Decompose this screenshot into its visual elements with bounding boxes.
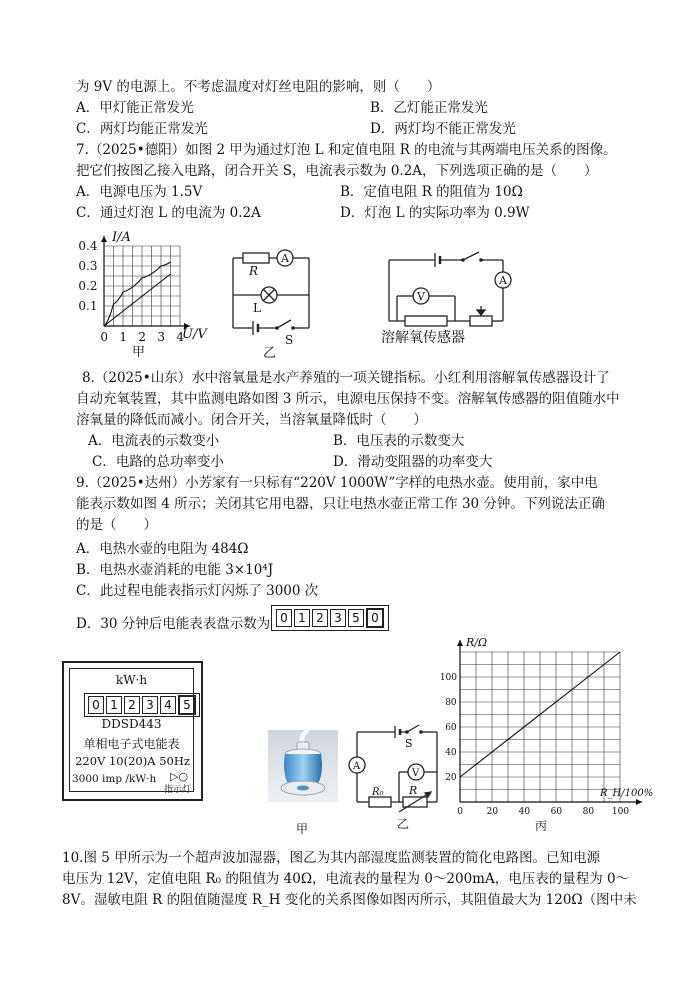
fig5-r-rh-chart (440, 632, 655, 837)
q7-option-c[interactable]: C．通过灯泡 L 的电流为 0.2A (76, 205, 261, 221)
answer-digit: 1 (294, 609, 310, 627)
indicator-light-label: 指示灯 (164, 785, 192, 795)
q9-option-c[interactable]: C．此过程电能表指示灯闪烁了 3000 次 (76, 583, 319, 599)
q6-option-a[interactable]: A．甲灯能正常发光 (76, 100, 194, 116)
q7-stem-line2: 把它们按图乙接入电路，闭合开关 S，电流表示数为 0.2A，下列选项正确的是（ ） (76, 163, 598, 179)
r0-label: R₀ (372, 787, 384, 798)
x-tick-label: 40 (518, 807, 531, 817)
q8-option-d[interactable]: D．滑动变阻器的功率变大 (333, 454, 493, 470)
x-tick-label: 1 (119, 330, 128, 344)
meter-imp-constant: 3000 imp /kW·h (72, 773, 157, 785)
figure-caption-jia: 甲 (296, 822, 309, 836)
figure-caption-yi: 乙 (397, 817, 410, 831)
figure-caption-yi: 乙 (263, 346, 277, 361)
x-tick-label: 4 (176, 330, 185, 344)
fig2-iu-chart (70, 228, 207, 363)
q10-stem-line3: 8V。湿敏电阻 R 的阻值随湿度 R_H 变化的关系图像如图丙所示，其阻值最大为 120Ω（图中未 (62, 892, 637, 908)
x-tick-label: 3 (157, 330, 166, 344)
figure-caption-jia: 甲 (132, 345, 146, 360)
y-axis-label: I/A (112, 230, 131, 245)
switch-label: S (405, 737, 413, 750)
q6-option-d[interactable]: D．两灯均不能正常发光 (370, 121, 516, 137)
y-axis-arrow (101, 236, 107, 242)
meter-digit-decimal: 5 (178, 695, 196, 715)
meter-digit: 1 (106, 696, 122, 714)
q6-stem-tail: 为 9V 的电源上。不考虑温度对灯丝电阻的影响，则（ ） (76, 79, 441, 95)
q7-option-b[interactable]: B．定值电阻 R 的阻值为 10Ω (340, 184, 523, 200)
x-tick-label: 2 (138, 330, 147, 344)
meter-digit: 2 (124, 696, 140, 714)
meter-digit: 4 (160, 696, 176, 714)
y-tick-label: 60 (445, 723, 457, 734)
q6-option-b[interactable]: B．乙灯能正常发光 (370, 100, 488, 116)
q8-stem-line1: 8.（2025•山东）水中溶氧量是水产养殖的一项关键指标。小红利用溶解氧传感器设计了 (82, 370, 610, 386)
sensor-label: 溶解氧传感器 (381, 330, 465, 346)
meter-digit: 3 (142, 696, 158, 714)
y-tick-label: 0.2 (78, 279, 98, 294)
x-tick-label: 60 (550, 807, 563, 817)
answer-digit: 2 (312, 609, 328, 627)
lamp-label: L (253, 301, 261, 315)
fig3-circuit (375, 248, 525, 348)
series-line-2 (104, 274, 171, 326)
ammeter-label: A (353, 761, 361, 772)
x-tick-label: 80 (582, 807, 595, 817)
figure-caption-bing: 丙 (535, 819, 548, 833)
y-axis-label: R/Ω (466, 636, 488, 649)
x-tick-label: 0 (100, 330, 109, 344)
y-tick-label: 0.1 (78, 299, 98, 314)
answer-digit: 5 (348, 609, 364, 627)
q8-option-a[interactable]: A．电流表的示数变小 (88, 433, 220, 449)
answer-digit: 0 (276, 609, 292, 627)
x-axis-label: R_H/100% (600, 788, 654, 799)
q9-stem-line3: 的是（ ） (76, 517, 157, 533)
y-tick-label: 0.3 (78, 259, 98, 274)
meter-spec: 220V 10(20)A 50Hz (75, 754, 190, 768)
q9-option-b[interactable]: B．电热水壶消耗的电能 3×10⁴J (76, 562, 274, 578)
x-tick-label: 0 (457, 807, 464, 817)
q10-stem-line1: 10.图 5 甲所示为一个超声波加湿器，图乙为其内部湿度监测装置的简化电路图。已知电源 (62, 850, 601, 866)
electric-meter-panel (62, 661, 203, 801)
x-axis-arrow (636, 799, 642, 805)
y-axis-arrow (457, 640, 463, 646)
fig2-circuit (225, 240, 320, 360)
chart-grid (460, 652, 620, 802)
q9-stem-line1: 9.（2025•达州）小芳家有一只标有“220V 1000W”字样的电热水壶。使用前，家中电 (76, 475, 598, 491)
y-tick-label: 100 (439, 673, 457, 684)
switch-label: S (285, 333, 294, 347)
y-tick-label: 40 (445, 748, 457, 759)
q9-option-d[interactable]: D．30 分钟后电能表表盘示数为 (76, 616, 271, 632)
x-tick-label: 20 (486, 807, 499, 817)
q7-stem-line1: 7.（2025•德阳）如图 2 甲为通过灯泡 L 和定值电阻 R 的电流与其两端电压关系的图像。 (76, 142, 617, 158)
meter-digit: 0 (88, 696, 104, 714)
q9-option-a[interactable]: A．电热水壶的电阻为 484Ω (76, 541, 249, 557)
q6-option-c[interactable]: C．两灯均能正常发光 (76, 121, 208, 137)
q9-stem-line2: 能表示数如图 4 所示；关闭其它用电器，只让电热水壶正常工作 30 分钟。下列说法正确 (76, 496, 605, 512)
q8-option-b[interactable]: B．电压表的示数变大 (333, 433, 465, 449)
indicator-light-icon: ▷○ (170, 770, 189, 783)
chart-tick-labels (78, 239, 184, 344)
chart-grid (104, 246, 180, 326)
chart-series (104, 262, 171, 326)
q8-stem-line3: 溶氧量的降低而减小。闭合开关，当溶氧量降低时（ ） (76, 412, 427, 428)
voltmeter-label: V (412, 768, 420, 779)
fig5-circuit (345, 722, 445, 832)
y-tick-label: 80 (445, 698, 457, 709)
y-tick-label: 0.4 (78, 239, 98, 254)
ammeter-label: A (281, 252, 289, 265)
humidifier-photo (268, 730, 338, 802)
q7-option-d[interactable]: D．灯泡 L 的实际功率为 0.9W (340, 205, 530, 221)
q8-option-c[interactable]: C．电路的总功率变小 (92, 454, 224, 470)
meter-model: DDSD443 (101, 717, 162, 731)
series-line-1 (104, 262, 171, 326)
r-label: R (409, 784, 418, 797)
q7-option-a[interactable]: A．电源电压为 1.5V (76, 184, 203, 200)
q9-option-d-meter-digits (271, 605, 389, 631)
voltmeter-label: V (417, 290, 425, 303)
answer-digit: 3 (330, 609, 346, 627)
x-tick-label: 100 (611, 807, 630, 817)
resistor-label: R (249, 264, 259, 278)
meter-unit: kW·h (115, 673, 148, 687)
ammeter-label: A (499, 274, 507, 287)
y-tick-label: 20 (445, 773, 457, 784)
chart-axes (101, 236, 190, 329)
q8-stem-line2: 自动充氧装置，其中监测电路如图 3 所示，电源电压保持不变。溶解氧传感器的阻值随水中 (76, 391, 620, 407)
meter-name: 单相电子式电能表 (83, 737, 180, 751)
x-axis-label: U/V (182, 327, 207, 342)
q10-stem-line2: 电压为 12V，定值电阻 R₀ 的阻值为 40Ω，电流表的量程为 0～200mA，电压表的量程为 0～ (62, 871, 630, 887)
meter-digit-window (84, 693, 200, 717)
answer-digit-decimal: 0 (366, 608, 384, 628)
